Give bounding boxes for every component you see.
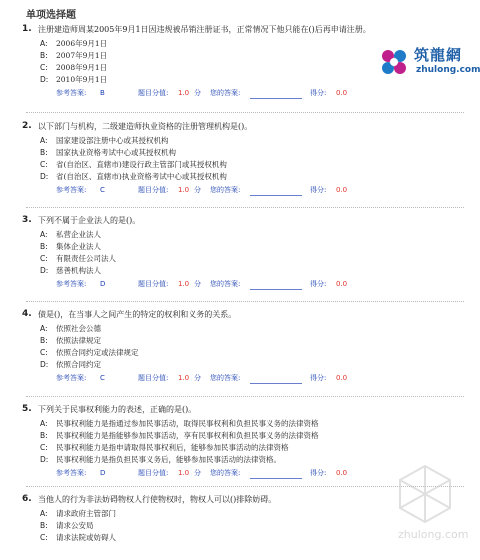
option-a: A: 请求政府主管部门 [40, 509, 116, 518]
option-c: C: 民事权利能力是指申请取得民事权利后，能够参加民事活动的法律资格 [40, 443, 289, 452]
question-text: 以下部门与机构，二级建造师执业资格的注册管理机构是()。 [38, 122, 253, 131]
answer-meta: 参考答案: C 题目分值: 1.0 分 您的答案: 得分: 0.0 [56, 186, 348, 194]
answer-meta: 参考答案: B 题目分值: 1.0 分 您的答案: 得分: 0.0 [56, 89, 348, 97]
question-number: 3. [22, 215, 32, 225]
option-d: D: 省(自治区、直辖市)执业资格考试中心或其授权机构 [40, 172, 227, 181]
option-c: C: 省(自治区、直辖市)建设行政主管部门或其授权机构 [40, 160, 227, 169]
zhulong-watermark [390, 462, 470, 552]
option-b: B: 集体企业法人 [40, 242, 101, 251]
question-1 [22, 24, 464, 99]
option-a: A: 国家建设部注册中心或其授权机构 [40, 136, 169, 145]
question-text: 债是()，在当事人之间产生的特定的权利和义务的关系。 [38, 310, 237, 319]
option-b: B: 国家执业资格考试中心或其授权机构 [40, 148, 176, 157]
option-a: A: 2006年9月1日 [40, 39, 108, 48]
question-number: 5. [22, 404, 32, 414]
watermark-text: zhulong.com [398, 528, 469, 541]
option-b: B: 民事权利能力是指能够参加民事活动，享有民事权利和负担民事义务的法律资格 [40, 431, 319, 440]
question-2 [22, 121, 464, 196]
option-c: C: 依照合同约定或法律规定 [40, 348, 139, 357]
option-d: D: 慈善机构法人 [40, 266, 101, 275]
option-a: A: 依照社会公德 [40, 324, 101, 333]
question-text: 注册建造师周某2005年9月1日因违规被吊销注册证书，正常情况下他只能在()后再申请注册。 [38, 25, 371, 34]
option-c: C: 2008年9月1日 [40, 63, 108, 72]
question-text: 下列不属于企业法人的是()。 [38, 216, 141, 225]
option-b: B: 请求公安局 [40, 521, 94, 530]
question-number: 6. [22, 494, 32, 504]
question-number: 4. [22, 309, 32, 319]
option-c: C: 请求法院或妨碍人 [40, 533, 116, 542]
question-number: 2. [22, 121, 32, 131]
question-3 [22, 215, 464, 290]
question-number: 1. [22, 24, 32, 34]
logo-text-cn: 筑龍網 [414, 46, 463, 64]
question-text: 当他人的行为非法妨碍物权人行使物权时，物权人可以()排除妨碍。 [38, 495, 277, 504]
option-a: A: 私营企业法人 [40, 230, 101, 239]
option-d: D: 2010年9月1日 [40, 75, 108, 84]
option-d: D: 依照合同约定 [40, 360, 101, 369]
option-d: D: 民事权利能力是指负担民事义务后，能够参加民事活动的法律资格。 [40, 455, 281, 464]
option-c: C: 有限责任公司法人 [40, 254, 116, 263]
question-4 [22, 309, 464, 384]
building-watermark-icon [390, 462, 460, 526]
divider [26, 112, 464, 113]
divider [26, 301, 464, 302]
logo-text-en: zhulong.com [416, 65, 480, 75]
section-title: 单项选择题 [26, 10, 76, 21]
option-b: B: 依照法律规定 [40, 336, 101, 345]
option-b: B: 2007年9月1日 [40, 51, 108, 60]
answer-meta: 参考答案: D 题目分值: 1.0 分 您的答案: 得分: 0.0 [56, 280, 348, 288]
answer-meta: 参考答案: D 题目分值: 1.0 分 您的答案: 得分: 0.0 [56, 469, 348, 477]
answer-meta: 参考答案: C 题目分值: 1.0 分 您的答案: 得分: 0.0 [56, 374, 348, 382]
divider [26, 207, 464, 208]
divider [26, 396, 464, 397]
option-a: A: 民事权利能力是指通过参加民事活动，取得民事权利和负担民事义务的法律资格 [40, 419, 319, 428]
question-text: 下列关于民事权利能力的表述，正确的是()。 [38, 405, 197, 414]
